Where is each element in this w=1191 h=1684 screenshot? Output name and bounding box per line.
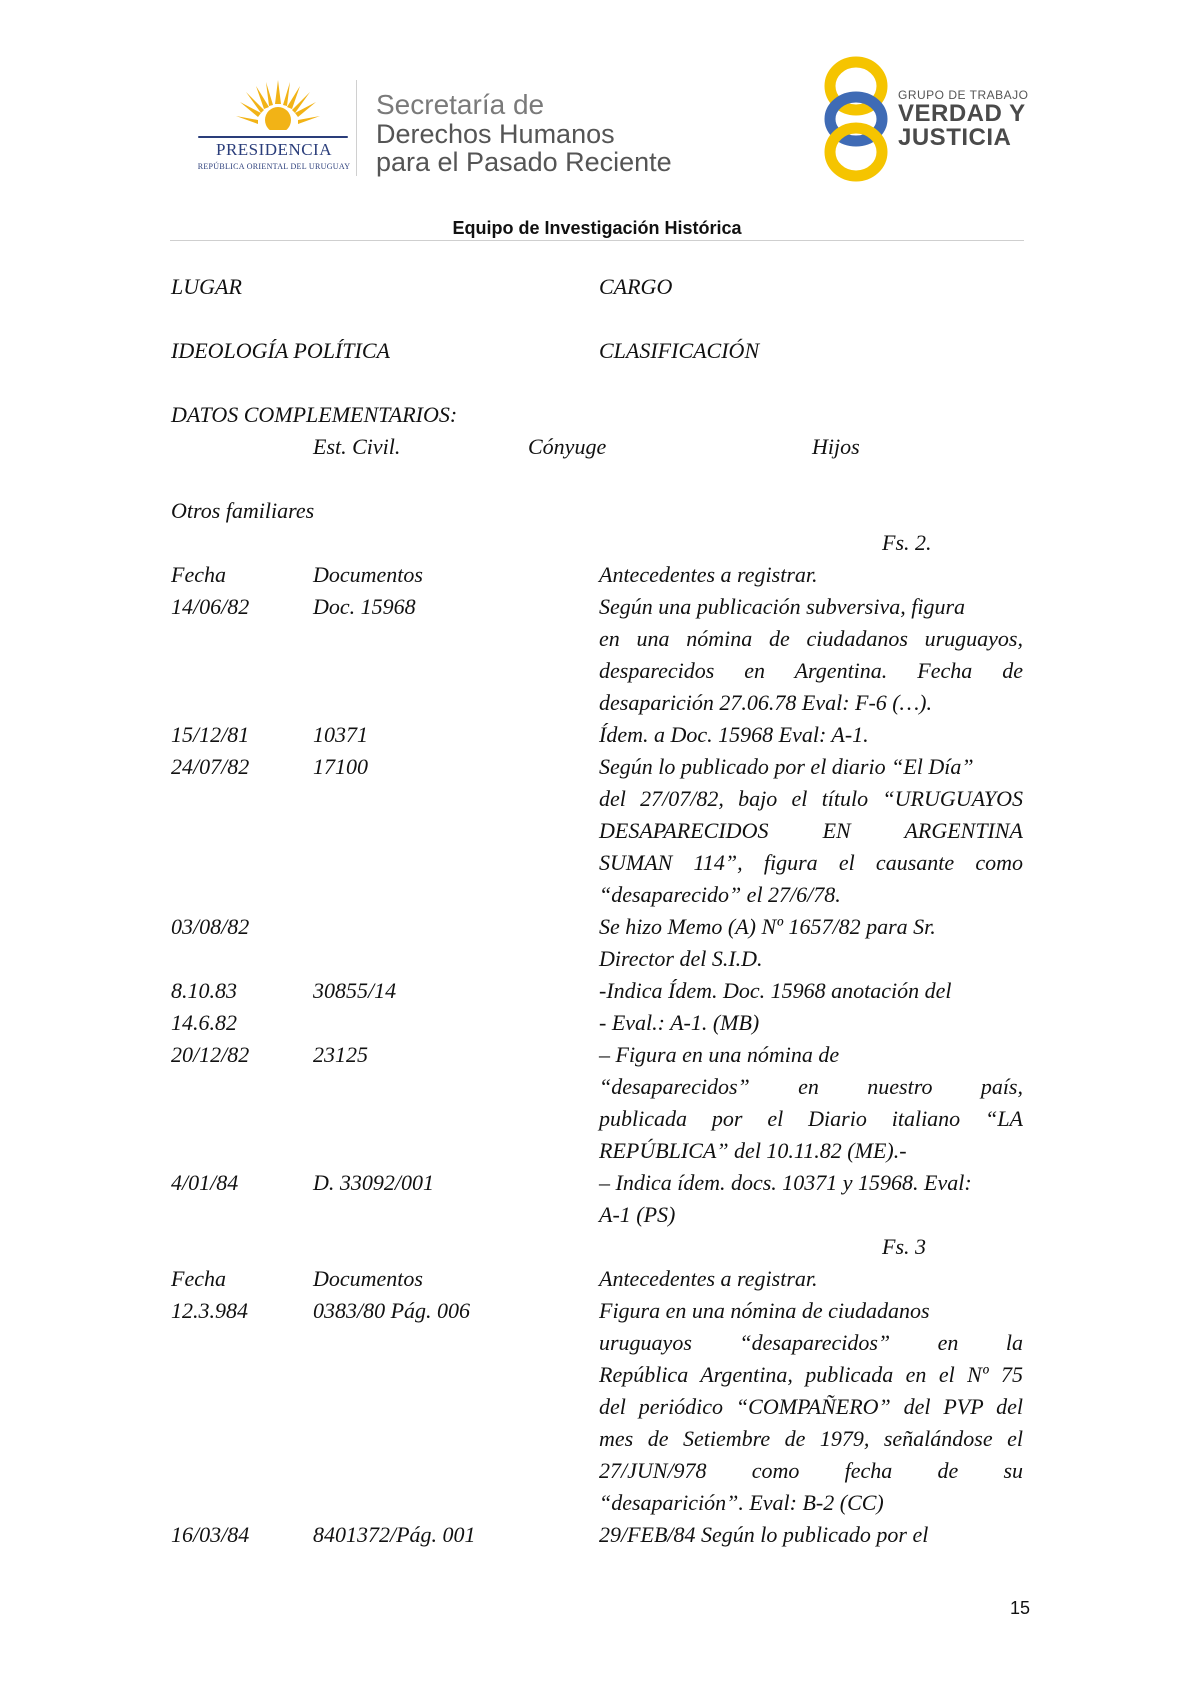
row-fecha: 8.10.83 (171, 978, 237, 1003)
row-antecedente (599, 975, 1023, 1007)
column-header-antecedentes: Antecedentes a registrar. (599, 1266, 818, 1291)
antecedente-line: desaparición 27.06.78 Eval: F-6 (…). (599, 690, 932, 715)
secretaria-line-3: para el Pasado Reciente (376, 147, 672, 177)
verdad-justicia-text (898, 88, 1028, 150)
presidencia-subtitle: REPÚBLICA ORIENTAL DEL URUGUAY (197, 162, 351, 171)
antecedente-line: “desaparecidos” en nuestro país, (599, 1074, 1023, 1099)
row-antecedente (599, 591, 1023, 719)
field-cargo: CARGO (599, 274, 673, 299)
antecedente-line: desparecidos en Argentina. Fecha de (599, 658, 1023, 683)
secretaria-line-1: Secretaría de (376, 89, 545, 120)
secretaria-line-2: Derechos Humanos (376, 119, 615, 149)
row-documento: 8401372/Pág. 001 (313, 1522, 476, 1547)
verdad-y: VERDAD Y (898, 100, 1026, 127)
antecedente-line: Director del S.I.D. (599, 946, 763, 971)
antecedente-line: Se hizo Memo (A) Nº 1657/82 para Sr. (599, 914, 936, 939)
row-fecha: 12.3.984 (171, 1298, 248, 1323)
antecedente-line: del 27/07/82, bajo el título “URUGUAYOS (599, 786, 1023, 811)
antecedente-line: – Indica ídem. docs. 10371 y 15968. Eval: (599, 1170, 972, 1195)
row-fecha: 15/12/81 (171, 722, 250, 747)
field-est-civil: Est. Civil. (313, 434, 401, 459)
row-documento: 23125 (313, 1042, 368, 1067)
field-datos-complementarios: DATOS COMPLEMENTARIOS: (171, 402, 458, 427)
folio-number: Fs. 2. (882, 530, 932, 555)
page-number: 15 (1009, 1598, 1030, 1618)
row-antecedente (599, 751, 1023, 911)
row-fecha: 16/03/84 (171, 1522, 250, 1547)
antecedente-line: “desaparecido” el 27/6/78. (599, 882, 841, 907)
row-fecha: 4/01/84 (171, 1170, 239, 1195)
antecedente-line: - Eval.: A-1. (MB) (599, 1010, 760, 1035)
antecedente-line: DESAPARECIDOS EN ARGENTINA (599, 818, 1023, 843)
column-header-documentos: Documentos (313, 562, 423, 587)
field-clasificacion: CLASIFICACIÓN (599, 338, 760, 363)
header-rule (170, 240, 1024, 241)
antecedente-line: 27/JUN/978 como fecha de su (599, 1458, 1023, 1483)
row-antecedente (599, 1007, 1023, 1039)
row-documento: 30855/14 (313, 978, 397, 1003)
row-documento: D. 33092/001 (313, 1170, 434, 1195)
header-title: Equipo de Investigación Histórica (452, 218, 742, 238)
secretaria-logo-text (376, 90, 672, 176)
row-fecha: 20/12/82 (171, 1042, 250, 1067)
antecedente-line: Figura en una nómina de ciudadanos (599, 1298, 930, 1323)
row-fecha: 03/08/82 (171, 914, 250, 939)
row-antecedente (599, 1039, 1023, 1167)
field-lugar: LUGAR (171, 274, 242, 299)
field-ideologia: IDEOLOGÍA POLÍTICA (171, 338, 390, 363)
field-otros-familiares: Otros familiares (171, 498, 315, 523)
row-antecedente (599, 911, 1023, 975)
antecedente-line: Según lo publicado por el diario “El Día” (599, 754, 974, 779)
antecedente-line: mes de Setiembre de 1979, señalándose el (599, 1426, 1023, 1451)
column-header-fecha: Fecha (171, 562, 226, 587)
antecedente-line: uruguayos “desaparecidos” en la (599, 1330, 1023, 1355)
antecedente-line: – Figura en una nómina de (599, 1042, 840, 1067)
row-fecha: 14.6.82 (171, 1010, 237, 1035)
row-documento: Doc. 15968 (313, 594, 416, 619)
antecedente-line: 29/FEB/84 Según lo publicado por el (599, 1522, 929, 1547)
row-fecha: 14/06/82 (171, 594, 250, 619)
antecedente-line: SUMAN 114”, figura el causante como (599, 850, 1023, 875)
row-antecedente (599, 1167, 1023, 1231)
presidencia-rule (198, 136, 348, 138)
antecedente-line: publicada por el Diario italiano “LA (599, 1106, 1023, 1131)
row-antecedente (599, 719, 1023, 751)
sun-emblem-icon (236, 80, 320, 134)
field-hijos: Hijos (812, 434, 860, 459)
antecedente-line: A-1 (PS) (599, 1202, 676, 1227)
folio-number: Fs. 3 (882, 1234, 926, 1259)
column-header-antecedentes: Antecedentes a registrar. (599, 562, 818, 587)
antecedente-line: -Indica Ídem. Doc. 15968 anotación del (599, 978, 952, 1003)
justicia: JUSTICIA (898, 124, 1012, 151)
column-header-documentos: Documentos (313, 1266, 423, 1291)
logo-divider (356, 80, 357, 176)
antecedente-line: Según una publicación subversiva, figura (599, 594, 966, 619)
row-documento: 0383/80 Pág. 006 (313, 1298, 471, 1323)
antecedente-line: Ídem. a Doc. 15968 Eval: A-1. (599, 722, 869, 747)
presidencia-logo (194, 80, 354, 176)
row-antecedente (599, 1519, 1023, 1551)
row-documento: 10371 (313, 722, 368, 747)
column-header-fecha: Fecha (171, 1266, 226, 1291)
antecedente-line: República Argentina, publicada en el Nº 75 (599, 1362, 1023, 1387)
antecedente-line: “desaparición”. Eval: B-2 (CC) (599, 1490, 884, 1515)
antecedente-line: del periódico “COMPAÑERO” del PVP del (599, 1394, 1023, 1419)
presidencia-wordmark: PRESIDENCIA (215, 140, 332, 159)
antecedente-line: REPÚBLICA” del 10.11.82 (ME).- (599, 1138, 907, 1163)
row-antecedente (599, 1295, 1023, 1519)
row-documento: 17100 (313, 754, 368, 779)
field-conyuge: Cónyuge (528, 434, 607, 459)
antecedente-line: en una nómina de ciudadanos uruguayos, (599, 626, 1023, 651)
row-fecha: 24/07/82 (171, 754, 250, 779)
grupo-de-trabajo: GRUPO DE TRABAJO (898, 88, 1029, 102)
